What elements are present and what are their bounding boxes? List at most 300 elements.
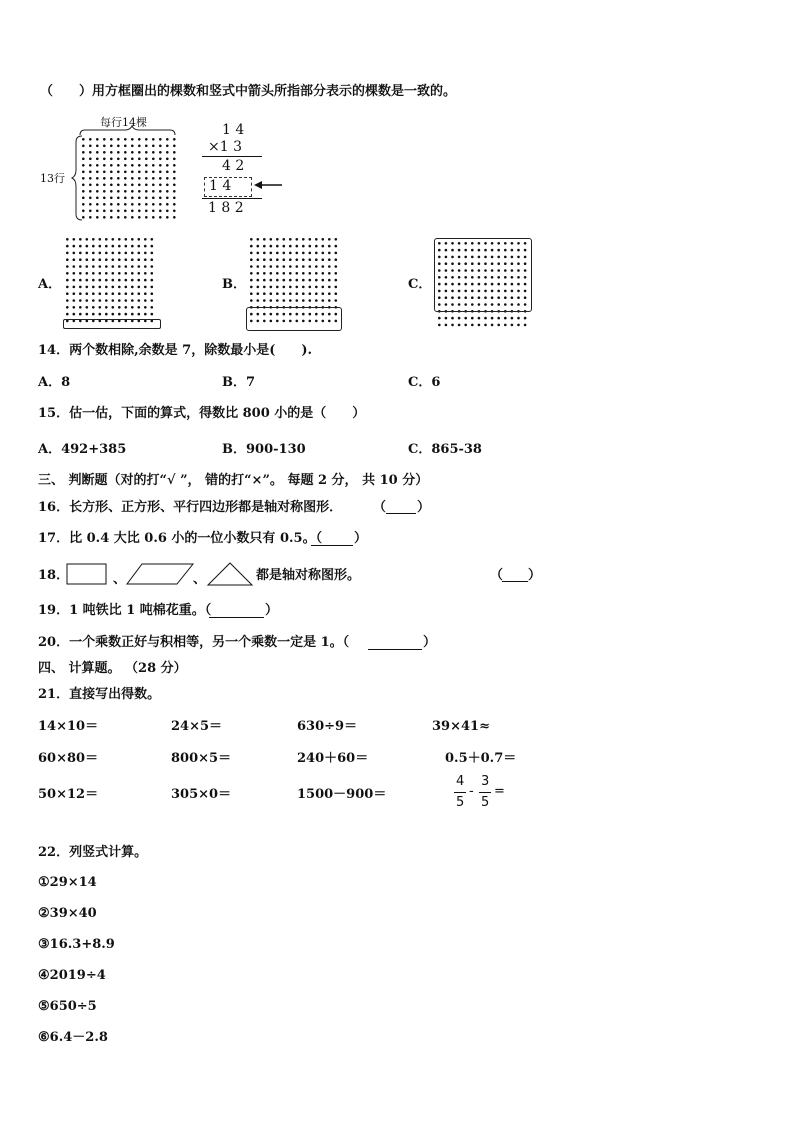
vm-line4: 1 4 [209,178,232,194]
dot [73,292,76,295]
dot [112,299,115,302]
dot [110,164,113,167]
dot [125,258,128,261]
dot [131,197,134,200]
dot [138,138,141,141]
q17-answer-blank[interactable] [311,545,353,546]
dot [458,317,461,320]
dot [144,245,147,248]
dot [79,252,82,255]
q14-option-b: B．7 [222,375,256,390]
dot [138,292,141,295]
dot [511,324,514,327]
dot [124,210,127,213]
dot [309,252,312,255]
dot [328,286,331,289]
dot [125,292,128,295]
dot [166,203,169,206]
dot [309,299,312,302]
dot [145,145,148,148]
dot [302,258,305,261]
dot [166,145,169,148]
dot [103,177,106,180]
dot [263,265,266,268]
dot [173,184,176,187]
dot [138,210,141,213]
dot [73,238,76,241]
dot [322,252,325,255]
calc-r2c3: 240＋60＝ [297,751,369,766]
calc-r3c3: 1500－900＝ [297,787,387,802]
dot [328,265,331,268]
q22-expr-5: 650÷5 [49,999,97,1014]
dot [89,164,92,167]
dot [335,279,338,282]
dot [257,238,260,241]
dot [99,258,102,261]
dot [138,164,141,167]
dot [309,245,312,248]
dot [86,279,89,282]
dot [144,299,147,302]
dot [125,238,128,241]
dot [144,238,147,241]
dot [92,252,95,255]
dot [315,252,318,255]
dot [96,138,99,141]
dot [138,177,141,180]
q14-option-a: A．8 [38,375,71,390]
dot [315,265,318,268]
dot [335,272,338,275]
dot [105,252,108,255]
dot [86,238,89,241]
dot [289,245,292,248]
dot [173,158,176,161]
dot [484,324,487,327]
dot [504,324,507,327]
dot [166,197,169,200]
dot [289,238,292,241]
q22-item-6 [38,1030,108,1046]
dot [131,216,134,219]
dot [131,279,134,282]
dot [124,190,127,193]
dot [151,265,154,268]
dot [250,286,253,289]
dot [138,299,141,302]
dot [110,210,113,213]
dot [315,286,318,289]
frac1-denominator: 5 [456,795,465,810]
dot [79,238,82,241]
dot [315,279,318,282]
dot [103,190,106,193]
dot [296,279,299,282]
dot [89,184,92,187]
dot [173,164,176,167]
dot [79,245,82,248]
dot [118,306,121,309]
dot [124,138,127,141]
dot [173,216,176,219]
dot [125,299,128,302]
dot [159,158,162,161]
dot [289,265,292,268]
dot [159,145,162,148]
dot [166,210,169,213]
dot [283,286,286,289]
dot [270,252,273,255]
dot [110,203,113,206]
q21-stem: 21．直接写出得数。 [38,687,161,702]
dot [138,245,141,248]
dot [99,306,102,309]
calc-r2c2: 800×5＝ [171,751,232,766]
dot [524,324,527,327]
dot [250,252,253,255]
dot [289,292,292,295]
dot [82,203,85,206]
dot [103,216,106,219]
dot [110,138,113,141]
q18-answer-blank[interactable] [502,581,528,582]
dot [89,138,92,141]
dot [125,279,128,282]
dot [89,171,92,174]
q22-mark-6: ⑥ [38,1030,50,1045]
dot [103,197,106,200]
dot [92,265,95,268]
dot [335,265,338,268]
dot [322,279,325,282]
dot [117,164,120,167]
dot [73,258,76,261]
dot [145,203,148,206]
dot [118,313,121,316]
arrow-icon [254,178,284,192]
q22-item-2 [38,906,97,922]
dot [118,286,121,289]
dot [302,279,305,282]
dot [103,184,106,187]
dot [302,265,305,268]
dot [110,190,113,193]
dot [270,245,273,248]
dot [82,164,85,167]
dot [89,177,92,180]
dot [270,292,273,295]
dot [309,286,312,289]
dot [92,292,95,295]
dot [263,272,266,275]
dot [296,292,299,295]
dot [99,286,102,289]
dot [335,258,338,261]
dot [159,177,162,180]
dot [511,317,514,320]
dot [144,272,147,275]
dot [138,252,141,255]
q18-paren-close: ） [528,568,542,583]
calc-r3c2: 305×0＝ [171,787,232,802]
q13-option-a-label: A． [38,277,62,292]
dot [166,177,169,180]
dot [302,299,305,302]
dot [257,286,260,289]
dot [66,265,69,268]
dot [96,203,99,206]
calc-r2c4: 0.5＋0.7＝ [445,751,517,766]
dot [124,203,127,206]
dot [257,258,260,261]
dot [491,317,494,320]
dot [117,216,120,219]
top-brace [80,126,175,135]
dot [117,171,120,174]
dot [124,171,127,174]
q22-mark-1: ① [38,875,50,890]
dot [86,265,89,268]
dot [131,272,134,275]
dot [335,252,338,255]
dot [276,252,279,255]
dot [151,245,154,248]
dot [110,158,113,161]
dot [131,203,134,206]
dot [309,279,312,282]
dot [125,272,128,275]
dot [124,197,127,200]
dot [144,252,147,255]
dot [166,158,169,161]
dot [131,190,134,193]
dot [144,292,147,295]
dot [66,258,69,261]
dot [145,190,148,193]
dot [283,238,286,241]
dot [66,245,69,248]
dot-grid-main [82,138,176,223]
dot [118,265,121,268]
dot [99,279,102,282]
q16-answer-blank[interactable] [386,513,416,514]
dot [322,245,325,248]
dot [66,286,69,289]
dot [125,306,128,309]
dot [117,145,120,148]
dot [335,286,338,289]
dot [124,164,127,167]
vm-line5: 1 8 2 [208,200,244,216]
dot [263,252,266,255]
dot [105,238,108,241]
dot [322,272,325,275]
dot [131,265,134,268]
dot [159,171,162,174]
dot [82,216,85,219]
q15-option-c: C．865-38 [408,442,482,457]
q13-option-b-label: B． [222,277,246,292]
dot [96,210,99,213]
dot [112,313,115,316]
dot [105,265,108,268]
q18-prefix: 18． [38,568,70,583]
dot [89,190,92,193]
dot [145,177,148,180]
dot [145,164,148,167]
dot [328,258,331,261]
dot [89,197,92,200]
dot [322,265,325,268]
q20-answer-blank[interactable] [368,649,422,650]
dot [112,272,115,275]
dot [173,145,176,148]
dot [283,245,286,248]
dot [66,279,69,282]
dot [289,252,292,255]
dot [250,265,253,268]
option-c-box [434,238,532,312]
dot [283,279,286,282]
dot [257,252,260,255]
dot [131,171,134,174]
dot [497,317,500,320]
dot [79,299,82,302]
dot [335,245,338,248]
dot [131,138,134,141]
dot [86,306,89,309]
calc-r1c3: 630÷9＝ [297,719,358,734]
dot [66,252,69,255]
q16-paren-open: （ [373,500,387,515]
dot [159,164,162,167]
dot [328,238,331,241]
dot [131,158,134,161]
dot [92,299,95,302]
dot [112,258,115,261]
dot [328,279,331,282]
dot [131,238,134,241]
dot [103,158,106,161]
dot [66,272,69,275]
dot [263,292,266,295]
dot [315,238,318,241]
dot [131,258,134,261]
dot [73,306,76,309]
dot [110,197,113,200]
dot [152,145,155,148]
dot [145,151,148,154]
dot [103,210,106,213]
dot [144,265,147,268]
frac2-numerator: 3 [481,774,490,789]
dot [131,313,134,316]
dot [82,145,85,148]
dot [103,138,106,141]
dot [296,286,299,289]
dot [138,184,141,187]
dot [478,317,481,320]
q22-stem: 22．列竖式计算。 [38,845,148,860]
dot [138,190,141,193]
q22-expr-2: 39×40 [49,906,97,921]
dot [152,190,155,193]
dot [451,317,454,320]
frac1-bar [454,792,466,793]
dot [112,265,115,268]
dot [263,299,266,302]
dot [73,299,76,302]
dot [99,313,102,316]
dot [263,238,266,241]
dot [118,245,121,248]
dot [73,272,76,275]
dot [79,286,82,289]
dot [125,313,128,316]
dot [138,151,141,154]
dot [152,177,155,180]
dot [438,324,441,327]
dot [92,272,95,275]
dot [138,306,141,309]
calc-r1c1: 14×10＝ [38,719,99,734]
dot [276,272,279,275]
dot [66,299,69,302]
q22-expr-4: 2019÷4 [49,968,106,983]
dot [124,216,127,219]
dot [283,258,286,261]
dot [173,197,176,200]
dot [145,216,148,219]
dot [464,317,467,320]
q18-sep1: 、 [113,572,127,587]
dot [296,252,299,255]
dot [103,203,106,206]
dot [276,265,279,268]
q19-answer-blank[interactable] [209,617,264,618]
dot [105,306,108,309]
triangle-shape [207,562,253,586]
calc-r2c1: 60×80＝ [38,751,99,766]
dot [144,306,147,309]
dot [124,184,127,187]
dot [289,299,292,302]
dot [92,313,95,316]
dot [118,299,121,302]
dot [257,299,260,302]
dot [79,313,82,316]
dot [173,210,176,213]
dot [471,324,474,327]
dot [335,292,338,295]
dot [296,238,299,241]
frac1-numerator: 4 [456,774,465,789]
dot [138,313,141,316]
dot [166,190,169,193]
dot [131,164,134,167]
dot [145,171,148,174]
dot [131,184,134,187]
dot [117,190,120,193]
dot [79,306,82,309]
dot [270,286,273,289]
dot [105,245,108,248]
dot [73,252,76,255]
dot [257,272,260,275]
dot [497,324,500,327]
q22-item-5 [38,999,97,1015]
